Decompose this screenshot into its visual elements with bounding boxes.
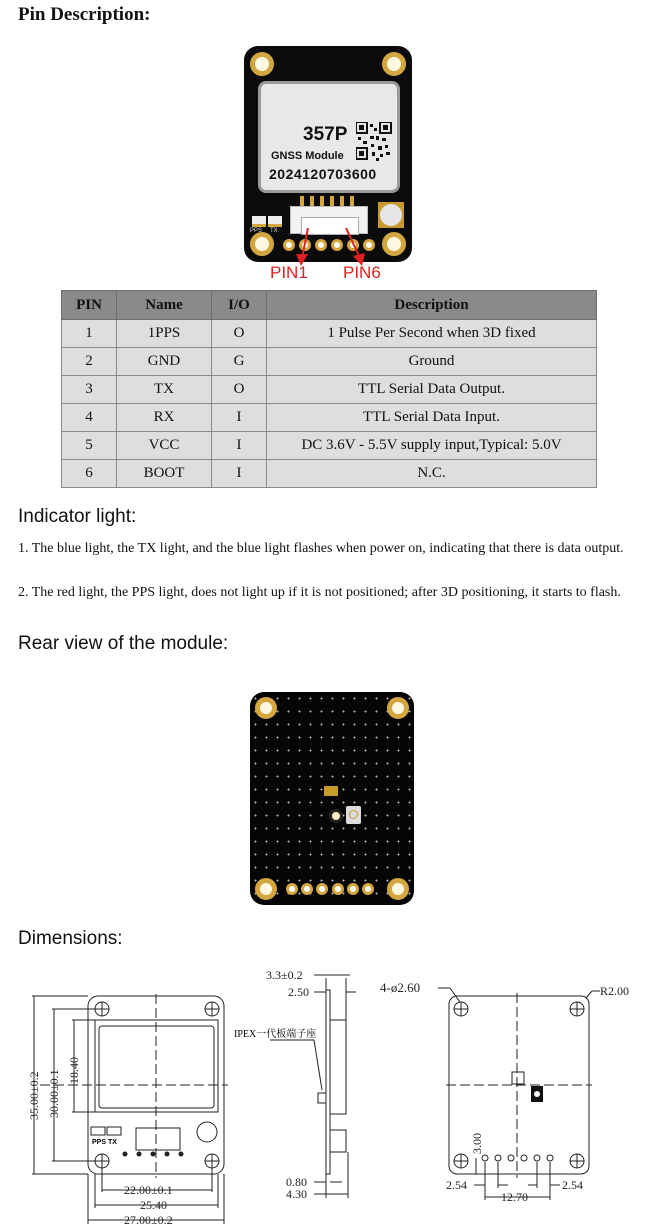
cell-io: O: [212, 320, 267, 348]
via: [329, 809, 343, 823]
dim-height-total: 35.00±0.2: [27, 1071, 41, 1120]
dim-pitch-right: 2.54: [562, 1178, 583, 1192]
module-label-text: GNSS Module: [271, 150, 344, 162]
dim-screen-w: 25.40: [140, 1198, 167, 1212]
pin-pad: [332, 883, 344, 895]
cell-io: I: [212, 432, 267, 460]
dim-width-total: 27.00±0.2: [124, 1213, 173, 1227]
cell-io: I: [212, 404, 267, 432]
front-dimension-drawing: [0, 960, 240, 1228]
col-header-io: I/O: [212, 291, 267, 320]
ipex-connector: [378, 202, 404, 228]
pin-pad: [347, 883, 359, 895]
col-header-name: Name: [117, 291, 212, 320]
cell-description: Ground: [267, 348, 597, 376]
cell-description: DC 3.6V - 5.5V supply input,Typical: 5.0V: [267, 432, 597, 460]
dim-span: 12.70: [501, 1190, 528, 1204]
pin1-callout: PIN1: [270, 263, 308, 282]
section-title-dimensions: Dimensions:: [18, 928, 123, 949]
dim-screen-thick: 2.50: [288, 985, 309, 999]
cell-pin: 2: [62, 348, 117, 376]
table-row: [62, 320, 597, 348]
mount-hole: [387, 697, 409, 719]
mount-hole: [250, 52, 274, 76]
cell-name: TX: [117, 376, 212, 404]
table-header-row: [62, 291, 597, 320]
table-row: [62, 432, 597, 460]
section-title-pin-description: Pin Description:: [18, 4, 151, 25]
section-title-rear-view: Rear view of the module:: [18, 633, 229, 654]
mount-hole: [382, 52, 406, 76]
tx-led: [268, 216, 282, 227]
cell-pin: 3: [62, 376, 117, 404]
table-row: [62, 376, 597, 404]
dim-thickness-total: 3.3±0.2: [266, 968, 303, 982]
cell-pin: 6: [62, 460, 117, 488]
qr-code-icon: [356, 122, 392, 162]
dim-hole-pitch-v: 30.00±0.1: [47, 1069, 61, 1118]
dim-radius: R2.00: [600, 984, 630, 998]
side-dimension-drawing: [230, 960, 370, 1228]
connector-pins: [300, 196, 356, 206]
indicator-item-2: 2. The red light, the PPS light, does not light up if it is not positioned; after 3D positioning, it starts to flash.: [18, 585, 621, 600]
cell-name: BOOT: [117, 460, 212, 488]
col-header-description: Description: [267, 291, 597, 320]
chip-pad: [324, 786, 338, 796]
ipex-connector: [346, 806, 361, 824]
pin-pad: [301, 883, 313, 895]
table-row: [62, 348, 597, 376]
dim-screen-h: 18.40: [67, 1057, 81, 1084]
serial-text: 2024120703600: [269, 166, 377, 182]
rear-dimension-drawing: [370, 960, 656, 1228]
pps-label: PPS: [92, 1139, 107, 1146]
indicator-item-1: 1. The blue light, the TX light, and the blue light flashes when power on, indicating that there is data output.: [18, 541, 624, 556]
cell-pin: 5: [62, 432, 117, 460]
mount-hole: [255, 697, 277, 719]
model-text: 357P: [303, 124, 348, 145]
pin-table: [61, 290, 597, 488]
ipex-connector-label: IPEX一代板端子座: [234, 1029, 317, 1040]
dim-pitch-left: 2.54: [446, 1178, 467, 1192]
cell-description: TTL Serial Data Output.: [267, 376, 597, 404]
antenna-label: [258, 81, 400, 193]
pps-led: [252, 216, 266, 227]
cell-name: VCC: [117, 432, 212, 460]
cell-name: RX: [117, 404, 212, 432]
dim-pin-offset: 3.00: [470, 1133, 484, 1154]
dim-holes: 4-ø2.60: [380, 980, 421, 995]
cell-io: G: [212, 348, 267, 376]
cell-io: O: [212, 376, 267, 404]
pin-pad: [362, 883, 374, 895]
mount-hole: [255, 878, 277, 900]
pin-pad: [286, 883, 298, 895]
mount-hole: [250, 232, 274, 256]
section-title-indicator: Indicator light:: [18, 506, 137, 527]
mount-hole: [387, 878, 409, 900]
tx-led-label: TX: [270, 228, 278, 234]
cell-description: 1 Pulse Per Second when 3D fixed: [267, 320, 597, 348]
table-row: [62, 460, 597, 488]
pps-led-label: PPS: [250, 228, 263, 234]
cell-name: 1PPS: [117, 320, 212, 348]
table-row: [62, 404, 597, 432]
cell-name: GND: [117, 348, 212, 376]
cell-description: N.C.: [267, 460, 597, 488]
dim-pcb-thick: 0.80: [286, 1175, 307, 1189]
pin-pad: [316, 883, 328, 895]
mount-hole: [382, 232, 406, 256]
cell-description: TTL Serial Data Input.: [267, 404, 597, 432]
dim-depth-total: 4.30: [286, 1187, 307, 1201]
tx-label: TX: [108, 1139, 117, 1146]
pin6-callout: PIN6: [343, 263, 381, 282]
cell-pin: 1: [62, 320, 117, 348]
cell-io: I: [212, 460, 267, 488]
pin-callout-arrows: [280, 228, 380, 268]
cell-pin: 4: [62, 404, 117, 432]
col-header-pin: PIN: [62, 291, 117, 320]
module-rear-image: [250, 692, 414, 905]
dim-hole-pitch-h: 22.00±0.1: [124, 1183, 173, 1197]
